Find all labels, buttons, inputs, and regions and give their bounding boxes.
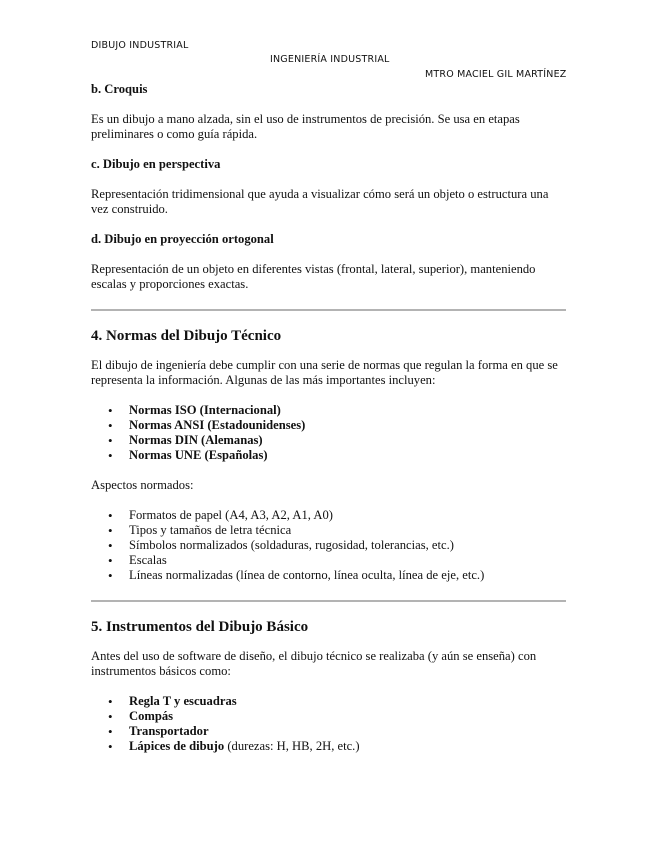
header-teacher: MTRO MACIEL GIL MARTÍNEZ xyxy=(425,69,567,80)
list-item: • Normas DIN (Alemanas) xyxy=(108,433,263,448)
list-item: • Regla T y escuadras xyxy=(108,694,237,709)
subheading-proyeccion: d. Dibujo en proyección ortogonal xyxy=(91,232,274,246)
bullet-icon: • xyxy=(108,538,113,553)
paragraph-instrumentos-intro: Antes del uso de software de diseño, el dibujo técnico se realizaba (y aún se enseña) con instrumentos básicos como: xyxy=(91,649,537,678)
list-item: • Normas ANSI (Estadounidenses) xyxy=(108,418,306,433)
aspects-label: Aspectos normados: xyxy=(91,478,194,492)
list-item: • Formatos de papel (A4, A3, A2, A1, A0) xyxy=(108,508,333,523)
section-title-instrumentos: 5. Instrumentos del Dibujo Básico xyxy=(91,619,309,635)
header-course: DIBUJO INDUSTRIAL xyxy=(91,40,189,51)
header-program: INGENIERÍA INDUSTRIAL xyxy=(270,54,390,65)
bullet-icon: • xyxy=(108,523,113,538)
document-body xyxy=(91,82,566,754)
list-item: • Lápices de dibujo (durezas: H, HB, 2H, etc.) xyxy=(108,739,360,754)
list-item: • Tipos y tamaños de letra técnica xyxy=(108,523,292,538)
list-item: • Símbolos normalizados (soldaduras, rugosidad, tolerancias, etc.) xyxy=(108,538,454,553)
paragraph-normas-intro: El dibujo de ingeniería debe cumplir con una serie de normas que regulan la forma en que se representa la información. Algunas de las más importantes incluyen: xyxy=(91,358,558,387)
bullet-icon: • xyxy=(108,724,113,739)
paragraph-proyeccion: Representación de un objeto en diferentes vistas (frontal, lateral, superior), manteniendo escalas y proporciones exactas. xyxy=(91,262,536,291)
paragraph-croquis: Es un dibujo a mano alzada, sin el uso de instrumentos de precisión. Se usa en etapas preliminares o como guía rápida. xyxy=(91,112,520,141)
list-item: • Líneas normalizadas (línea de contorno, línea oculta, línea de eje, etc.) xyxy=(108,568,485,583)
norms-list xyxy=(91,403,566,463)
subheading-croquis: b. Croquis xyxy=(91,82,148,96)
aspects-list xyxy=(91,508,566,583)
instruments-list xyxy=(91,694,566,754)
bullet-icon: • xyxy=(108,433,113,448)
bullet-icon: • xyxy=(108,739,113,754)
bullet-icon: • xyxy=(108,418,113,433)
list-item: • Compás xyxy=(108,709,174,724)
bullet-icon: • xyxy=(108,709,113,724)
paragraph-perspectiva: Representación tridimensional que ayuda a visualizar cómo será un objeto o estructura una vez construido. xyxy=(91,187,549,216)
bullet-icon: • xyxy=(108,568,113,583)
list-item: • Transportador xyxy=(108,724,209,739)
list-item: • Escalas xyxy=(108,553,167,568)
subheading-perspectiva: c. Dibujo en perspectiva xyxy=(91,157,221,171)
bullet-icon: • xyxy=(108,403,113,418)
list-item: • Normas UNE (Españolas) xyxy=(108,448,268,463)
list-item: • Normas ISO (Internacional) xyxy=(108,403,281,418)
bullet-icon: • xyxy=(108,508,113,523)
bullet-icon: • xyxy=(108,553,113,568)
section-title-normas: 4. Normas del Dibujo Técnico xyxy=(91,328,282,344)
bullet-icon: • xyxy=(108,694,113,709)
bullet-icon: • xyxy=(108,448,113,463)
